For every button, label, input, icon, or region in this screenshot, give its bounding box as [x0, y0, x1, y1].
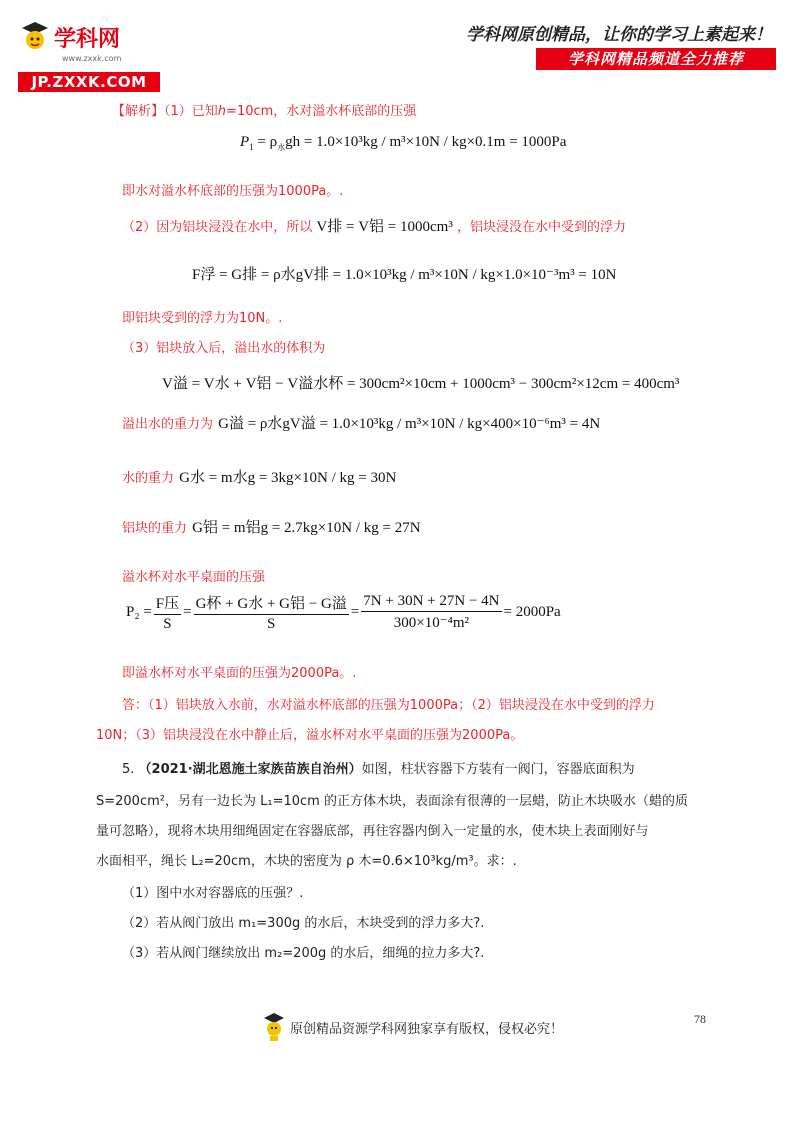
problem5-line-4: 水面相平，绳长 L₂=20cm，木块的密度为 ρ 木=0.6×10³kg/m³。求：.: [96, 854, 517, 869]
equation-2: F浮 = G排 = ρ水gV排 = 1.0×10³kg / m³×10N / kg×1.0×10⁻³m³ = 10N: [192, 267, 617, 283]
label-5: 水的重力: [122, 471, 175, 486]
question-2: （2）若从阀门放出 m₁=300g 的水后，木块受到的浮力多大?.: [122, 916, 485, 931]
result-7: 即溢水杯对水平桌面的压强为2000Pa。.: [122, 666, 357, 681]
solution-line-3: （3）铝块放入后，溢出水的体积为: [122, 341, 326, 356]
eq7-f2-den: S: [267, 616, 276, 632]
result-1: 即水对溢水杯底部的压强为1000Pa。.: [122, 184, 344, 199]
problem5-line-2: S=200cm²，另有一边长为 L₁=10cm 的正方体木块，表面涂有很薄的一层蜡，防止木块吸水（蜡的质: [96, 794, 688, 809]
copyright: 原创精品资源学科网独家享有版权，侵权必究！: [290, 1021, 564, 1037]
page-number: 78: [694, 1012, 706, 1026]
eq1-sub-rho: 水: [277, 143, 286, 152]
logo-url: JP.ZXXK.COM: [18, 72, 160, 92]
result-2: 即铝块受到的浮力为10N。.: [122, 311, 283, 326]
answer-line-2: 10N；（3）铝块浸没在水中静止后，溢水杯对水平桌面的压强为2000Pa。: [96, 728, 524, 743]
eq7-f3-num: 7N + 30N + 27N − 4N: [361, 593, 501, 612]
eq7-frac-2: [194, 592, 349, 633]
p2-a: （2）因为铝块浸没在水中，所以: [122, 220, 313, 235]
solution-tag: 【解析】: [112, 104, 165, 119]
p1-intro: （1）已知: [164, 104, 218, 119]
logo-top: [18, 22, 120, 52]
p2-b: ，铝块浸没在水中受到的浮力: [456, 220, 626, 235]
solution-line-5: [122, 466, 396, 487]
logo-small: www.zxxk.com: [62, 54, 122, 63]
eq1-sub: 1: [249, 142, 254, 152]
eq1-lhs: P: [240, 134, 250, 150]
equation-4: G溢 = ρ水gV溢 = 1.0×10³kg / m³×10N / kg×400×10⁻⁶m³ = 4N: [218, 416, 601, 432]
solution-line-2: [122, 215, 626, 236]
equation-7: P₂ = $\frac{\text{F压}}{S}$ = $\frac{\text{G杯 + G水 + G铝 − G溢}}{S}$ = $\frac{7N + 30N + 27N - 4N}{\text{300×10⁻⁴m²}}$ = 2000Pa: [126, 593, 561, 632]
problem-source: （2021·湖北恩施土家族苗族自治州）: [138, 762, 362, 777]
equation-5: G水 = m水g = 3kg×10N / kg = 30N: [179, 470, 397, 486]
mascot-icon: [18, 20, 52, 54]
eq7-f2-num: G杯 + G水 + G铝 − G溢: [194, 592, 349, 615]
logo: [18, 22, 158, 91]
problem-text-1: 如图，柱状容器下方装有一阀门，容器底面积为: [361, 762, 635, 777]
eq7-f3-den: 300×10⁻⁴m²: [393, 615, 470, 631]
footer: [262, 1012, 563, 1042]
label-6: 铝块的重力: [122, 521, 188, 536]
solution-line-6: [122, 516, 421, 537]
problem-number: 5.: [122, 762, 135, 777]
solution-line-1: [112, 100, 416, 119]
solution-line-4: [122, 412, 600, 433]
equation-3: V溢 = V水 + V铝 − V溢水杯 = 300cm²×10cm + 1000cm³ − 300cm²×12cm = 400cm³: [162, 376, 680, 392]
eq1-rhs: = ρ: [257, 134, 278, 150]
eq7-lhs: P₂ =: [126, 604, 152, 620]
banner: 学科网精品频道全力推荐: [536, 48, 776, 70]
question-3: （3）若从阀门继续放出 m₂=200g 的水后，细绳的拉力多大?.: [122, 946, 485, 961]
eq7-frac-1: [154, 592, 181, 633]
mascot-icon: [262, 1012, 286, 1042]
eq7-frac-3: [361, 593, 501, 632]
problem5-line-1: [122, 758, 635, 777]
eq1-tail: gh = 1.0×10³kg / m³×10N / kg×0.1m = 1000Pa: [285, 134, 567, 150]
solution-line-7: 溢水杯对水平桌面的压强: [122, 570, 266, 585]
p1-rest: =10cm，水对溢水杯底部的压强: [226, 104, 417, 119]
slogan: 学科网原创精品，让你的学习上素起来！: [466, 25, 772, 45]
logo-text: 学科网: [54, 26, 121, 52]
question-1: （1）图中水对容器底的压强？.: [122, 886, 304, 901]
problem5-line-3: 量可忽略），现将木块用细绳固定在容器底部，再往容器内倒入一定量的水，使木块上表面刚好与: [96, 824, 649, 839]
equation-6: G铝 = m铝g = 2.7kg×10N / kg = 27N: [192, 520, 421, 536]
eq7-f1-den: S: [163, 616, 172, 632]
eq7-f1-num: F压: [154, 592, 181, 615]
answer-line-1: 答：（1）铝块放入水前，水对溢水杯底部的压强为1000Pa；（2）铝块浸没在水中受到的浮力: [122, 698, 655, 713]
p2-eq: V排 = V铝 = 1000cm³: [316, 219, 453, 235]
p1-h: h: [217, 104, 227, 119]
label-4: 溢出水的重力为: [122, 417, 214, 432]
eq7-result: = 2000Pa: [503, 604, 561, 620]
equation-1: [240, 134, 566, 153]
